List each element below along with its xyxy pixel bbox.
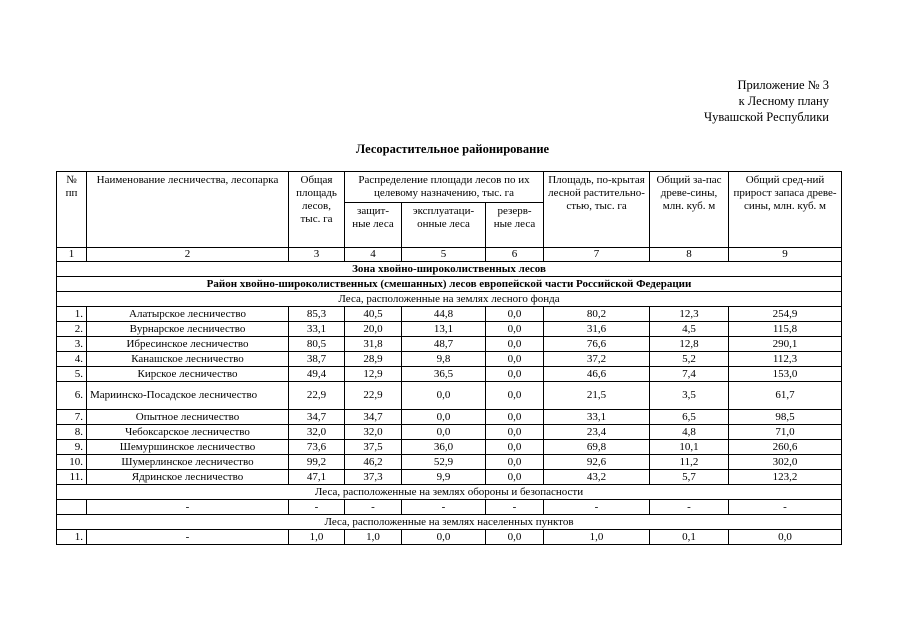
table-row <box>57 352 842 367</box>
row-number: 6. <box>57 382 87 410</box>
forestry-name: Шумерлинское лесничество <box>87 455 289 470</box>
growth-cell: 0,0 <box>729 530 842 545</box>
row-number: 2. <box>57 322 87 337</box>
stock-cell: 4,5 <box>650 322 729 337</box>
row-number: 9. <box>57 440 87 455</box>
header-reserve: резерв-ные леса <box>486 203 544 248</box>
growth-cell: 302,0 <box>729 455 842 470</box>
total-area-cell: 99,2 <box>289 455 345 470</box>
section-row <box>57 292 842 307</box>
stock-cell: 3,5 <box>650 382 729 410</box>
forestry-name: Шемуршинское лесничество <box>87 440 289 455</box>
covered-area-cell: - <box>544 500 650 515</box>
covered-area-cell: 46,6 <box>544 367 650 382</box>
zone-row <box>57 262 842 277</box>
table-row <box>57 500 842 515</box>
protective-cell: 1,0 <box>345 530 402 545</box>
reserve-cell: - <box>486 500 544 515</box>
column-number-row <box>57 248 842 262</box>
reserve-cell: 0,0 <box>486 410 544 425</box>
stock-cell: 0,1 <box>650 530 729 545</box>
section-title: Леса, расположенные на землях обороны и безопасности <box>57 485 842 500</box>
row-number: 11. <box>57 470 87 485</box>
section-title: Леса, расположенные на землях населенных пунктов <box>57 515 842 530</box>
stock-cell: 4,8 <box>650 425 729 440</box>
total-area-cell: 32,0 <box>289 425 345 440</box>
exploitation-cell: 9,8 <box>402 352 486 367</box>
exploitation-cell: 52,9 <box>402 455 486 470</box>
stock-cell: 11,2 <box>650 455 729 470</box>
covered-area-cell: 1,0 <box>544 530 650 545</box>
header-no: № пп <box>57 172 87 248</box>
exploitation-cell: - <box>402 500 486 515</box>
header-covered-area: Площадь, по-крытая лесной растительно-стью, тыс. га <box>544 172 650 248</box>
column-number: 2 <box>87 248 289 262</box>
protective-cell: 40,5 <box>345 307 402 322</box>
growth-cell: 290,1 <box>729 337 842 352</box>
table-row <box>57 337 842 352</box>
reserve-cell: 0,0 <box>486 382 544 410</box>
protective-cell: 34,7 <box>345 410 402 425</box>
protective-cell: 12,9 <box>345 367 402 382</box>
header-name: Наименование лесничества, лесопарка <box>87 172 289 248</box>
total-area-cell: 47,1 <box>289 470 345 485</box>
growth-cell: 115,8 <box>729 322 842 337</box>
exploitation-cell: 36,0 <box>402 440 486 455</box>
header-distribution: Распределение площади лесов по их целевому назначению, тыс. га <box>345 172 544 203</box>
row-number: 3. <box>57 337 87 352</box>
section-row <box>57 515 842 530</box>
total-area-cell: 49,4 <box>289 367 345 382</box>
protective-cell: 37,3 <box>345 470 402 485</box>
total-area-cell: 80,5 <box>289 337 345 352</box>
forestry-name: Ядринское лесничество <box>87 470 289 485</box>
table-row <box>57 455 842 470</box>
exploitation-cell: 48,7 <box>402 337 486 352</box>
covered-area-cell: 37,2 <box>544 352 650 367</box>
header-exploitation: эксплуатаци-онные леса <box>402 203 486 248</box>
protective-cell: 32,0 <box>345 425 402 440</box>
stock-cell: 12,8 <box>650 337 729 352</box>
appendix-line-2: к Лесному плану <box>738 94 829 108</box>
covered-area-cell: 80,2 <box>544 307 650 322</box>
growth-cell: 61,7 <box>729 382 842 410</box>
exploitation-cell: 0,0 <box>402 410 486 425</box>
covered-area-cell: 76,6 <box>544 337 650 352</box>
total-area-cell: - <box>289 500 345 515</box>
appendix-line-3: Чувашской Республики <box>703 110 829 124</box>
table-row <box>57 410 842 425</box>
total-area-cell: 34,7 <box>289 410 345 425</box>
stock-cell: 12,3 <box>650 307 729 322</box>
row-number: 7. <box>57 410 87 425</box>
zone-title: Зона хвойно-широколиственных лесов <box>57 262 842 277</box>
table-row <box>57 530 842 545</box>
table-row <box>57 440 842 455</box>
exploitation-cell: 44,8 <box>402 307 486 322</box>
stock-cell: 7,4 <box>650 367 729 382</box>
forestry-name: - <box>87 530 289 545</box>
column-number: 1 <box>57 248 87 262</box>
table-row <box>57 367 842 382</box>
reserve-cell: 0,0 <box>486 367 544 382</box>
forestry-name: Кирское лесничество <box>87 367 289 382</box>
stock-cell: 10,1 <box>650 440 729 455</box>
forestry-name: Вурнарское лесничество <box>87 322 289 337</box>
document-title: Лесорастительное районирование <box>355 142 550 156</box>
protective-cell: 31,8 <box>345 337 402 352</box>
exploitation-cell: 13,1 <box>402 322 486 337</box>
column-number: 7 <box>544 248 650 262</box>
reserve-cell: 0,0 <box>486 455 544 470</box>
column-number: 9 <box>729 248 842 262</box>
exploitation-cell: 0,0 <box>402 382 486 410</box>
region-row <box>57 277 842 292</box>
row-number: 4. <box>57 352 87 367</box>
column-number: 4 <box>345 248 402 262</box>
table-row <box>57 470 842 485</box>
exploitation-cell: 36,5 <box>402 367 486 382</box>
reserve-cell: 0,0 <box>486 352 544 367</box>
row-number: 10. <box>57 455 87 470</box>
column-number: 8 <box>650 248 729 262</box>
row-number: 1. <box>57 530 87 545</box>
table-row <box>57 307 842 322</box>
protective-cell: 20,0 <box>345 322 402 337</box>
exploitation-cell: 0,0 <box>402 530 486 545</box>
growth-cell: 71,0 <box>729 425 842 440</box>
row-number: 1. <box>57 307 87 322</box>
forest-zoning-table <box>56 171 842 545</box>
covered-area-cell: 23,4 <box>544 425 650 440</box>
exploitation-cell: 0,0 <box>402 425 486 440</box>
column-number: 6 <box>486 248 544 262</box>
reserve-cell: 0,0 <box>486 322 544 337</box>
total-area-cell: 33,1 <box>289 322 345 337</box>
total-area-cell: 22,9 <box>289 382 345 410</box>
reserve-cell: 0,0 <box>486 425 544 440</box>
covered-area-cell: 43,2 <box>544 470 650 485</box>
forestry-name: - <box>87 500 289 515</box>
growth-cell: - <box>729 500 842 515</box>
covered-area-cell: 69,8 <box>544 440 650 455</box>
protective-cell: - <box>345 500 402 515</box>
stock-cell: 6,5 <box>650 410 729 425</box>
forestry-name: Опытное лесничество <box>87 410 289 425</box>
row-number: 5. <box>57 367 87 382</box>
total-area-cell: 85,3 <box>289 307 345 322</box>
covered-area-cell: 21,5 <box>544 382 650 410</box>
covered-area-cell: 31,6 <box>544 322 650 337</box>
forestry-name: Канашское лесничество <box>87 352 289 367</box>
forestry-name: Чебоксарское лесничество <box>87 425 289 440</box>
appendix-reference <box>704 77 829 125</box>
protective-cell: 28,9 <box>345 352 402 367</box>
forestry-name: Алатырское лесничество <box>87 307 289 322</box>
total-area-cell: 38,7 <box>289 352 345 367</box>
growth-cell: 123,2 <box>729 470 842 485</box>
reserve-cell: 0,0 <box>486 470 544 485</box>
protective-cell: 37,5 <box>345 440 402 455</box>
reserve-cell: 0,0 <box>486 440 544 455</box>
exploitation-cell: 9,9 <box>402 470 486 485</box>
protective-cell: 46,2 <box>345 455 402 470</box>
header-stock: Общий за-пас древе-сины, млн. куб. м <box>650 172 729 248</box>
reserve-cell: 0,0 <box>486 337 544 352</box>
column-number: 3 <box>289 248 345 262</box>
growth-cell: 112,3 <box>729 352 842 367</box>
growth-cell: 153,0 <box>729 367 842 382</box>
header-protective: защит-ные леса <box>345 203 402 248</box>
covered-area-cell: 33,1 <box>544 410 650 425</box>
total-area-cell: 1,0 <box>289 530 345 545</box>
protective-cell: 22,9 <box>345 382 402 410</box>
region-title: Район хвойно-широколиственных (смешанных) лесов европейской части Российской Федерации <box>57 277 842 292</box>
forestry-name: Ибресинское лесничество <box>87 337 289 352</box>
growth-cell: 98,5 <box>729 410 842 425</box>
stock-cell: - <box>650 500 729 515</box>
table-row <box>57 322 842 337</box>
section-row <box>57 485 842 500</box>
forestry-name: Мариинско-Посадское лесничество <box>87 382 289 410</box>
stock-cell: 5,2 <box>650 352 729 367</box>
appendix-line-1: Приложение № 3 <box>737 78 829 92</box>
growth-cell: 254,9 <box>729 307 842 322</box>
stock-cell: 5,7 <box>650 470 729 485</box>
header-growth: Общий сред-ний прирост запаса древе-сины, млн. куб. м <box>729 172 842 248</box>
column-number: 5 <box>402 248 486 262</box>
section-title: Леса, расположенные на землях лесного фонда <box>57 292 842 307</box>
row-number <box>57 500 87 515</box>
covered-area-cell: 92,6 <box>544 455 650 470</box>
table-row <box>57 425 842 440</box>
reserve-cell: 0,0 <box>486 530 544 545</box>
reserve-cell: 0,0 <box>486 307 544 322</box>
row-number: 8. <box>57 425 87 440</box>
total-area-cell: 73,6 <box>289 440 345 455</box>
header-total-area: Общая площадь лесов, тыс. га <box>289 172 345 248</box>
growth-cell: 260,6 <box>729 440 842 455</box>
table-row <box>57 382 842 410</box>
